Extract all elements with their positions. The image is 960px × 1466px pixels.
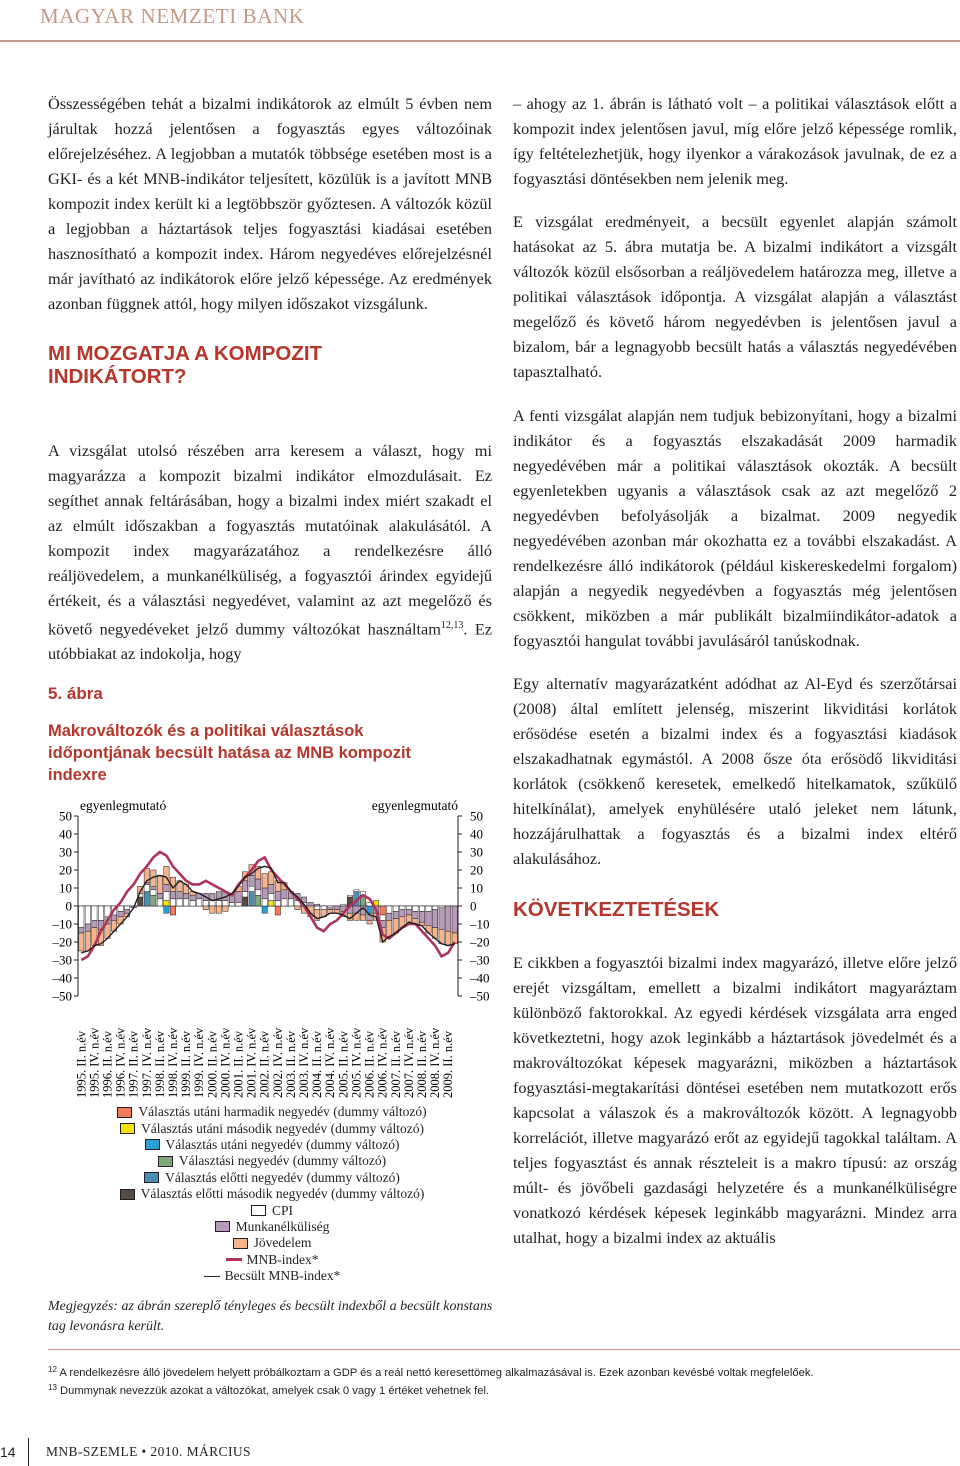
x-tick-label: 2002. IV. n.év bbox=[270, 1027, 285, 1098]
legend-swatch bbox=[120, 1123, 135, 1134]
x-tick-label: 2004. II. n.év bbox=[310, 1031, 325, 1098]
right-tick-label: 20 bbox=[470, 862, 483, 878]
x-tick-label: 2008. II. n.év bbox=[414, 1031, 429, 1098]
bar-segment bbox=[197, 899, 202, 906]
bar-segment bbox=[275, 892, 280, 901]
section-heading-kovetkeztetesek: KÖVETKEZTETÉSEK bbox=[513, 898, 720, 921]
legend-item bbox=[48, 1186, 496, 1202]
x-tick-label: 1997. II. n.év bbox=[126, 1031, 141, 1098]
left-tick-label: –40 bbox=[52, 970, 72, 986]
bar-segment bbox=[242, 881, 247, 892]
left-paragraph-2-text: A vizsgálat utolsó részében arra keresem a választ, hogy mi magyarázza a kompozit bizalmi indikátor elmozdulásait. Ez segíthet annak feltárásában, hogy a bizalmi index miért szakadt el az elmúlt időszakban a fogyasztás mutatóinak alakulásától. A kompozit index magyarázatához a rendelkezésre álló reáljövedelem, a munkanélküliség, a fogyasztói árindex egyidejű értékeit, és a választási negyedévet, valamint az azt megelőző és követő negyedéveket jelző dummy változókat használtam bbox=[48, 441, 492, 639]
legend-label: Munkanélküliség bbox=[235, 1218, 330, 1234]
legend-swatch bbox=[204, 1276, 220, 1277]
footnote-12-number: 12 bbox=[48, 1365, 57, 1374]
bar-segment bbox=[400, 906, 405, 910]
right-paragraph-5: E cikkben a fogyasztói bizalmi index magyarázó, illetve előre jelző erejét vizsgáltam, emellett a bizalmi indikátort magyaráztam különböző faktorokkal. Az egyedi kérdések vizsgálata arra enged következtetni, hogy azok leginkább a háztartások jövedelmét és a makrováltozókat képesek magyarázni, miközben a háztartások fogyasztási-megtakarítási döntései esetében nem mutatkozott erős kapcsolat a válaszok és a makrováltozók között. A legnagyobb korrelációt, illetve magyarázó erőt az egyidejű tagokkal találtam. A teljes fogyasztást és annak részteleit is a makro típusú: az ország múlt- és jövőbeli gazdasági helyzetére és a munkanélküliségre vonatkozó kérdések képesek leginkább magyarázni. Mindez arra utalhat, hogy a bizalmi index az aktuális bbox=[513, 953, 957, 1247]
x-tick-label: 2007. IV. n.év bbox=[401, 1027, 416, 1098]
legend-item bbox=[48, 1170, 496, 1186]
x-tick-label: 2003. IV. n.év bbox=[297, 1027, 312, 1098]
page-number: 14 bbox=[0, 1444, 16, 1460]
bar-segment bbox=[229, 902, 234, 906]
x-tick-label: 2002. II. n.év bbox=[257, 1031, 272, 1098]
x-tick-label: 2007. II. n.év bbox=[388, 1031, 403, 1098]
x-tick-label: 2004. IV. n.év bbox=[323, 1027, 338, 1098]
bar-segment bbox=[92, 906, 97, 920]
legend-label: Választás utáni negyedév (dummy változó) bbox=[165, 1136, 400, 1152]
left-tick-label: 0 bbox=[65, 898, 72, 914]
bar-segment bbox=[85, 924, 90, 931]
figure-title: Makrováltozók és a politikai választások időpontjának becsült hatása az MNB kompozit indexre bbox=[48, 722, 412, 784]
bar-segment bbox=[151, 895, 156, 906]
bar-segment bbox=[124, 910, 129, 914]
bar-segment bbox=[269, 884, 274, 893]
right-tick-label: –50 bbox=[470, 988, 490, 1004]
x-tick-label: 1996. II. n.év bbox=[100, 1031, 115, 1098]
bar-segment bbox=[79, 933, 84, 951]
legend-swatch bbox=[226, 1258, 242, 1261]
bar-segment bbox=[170, 899, 175, 906]
bar-segment bbox=[328, 908, 333, 910]
bar-segment bbox=[360, 915, 365, 920]
footnote-12 bbox=[48, 1363, 953, 1380]
bar-segment bbox=[314, 906, 319, 910]
x-tick-label: 2009. II. n.év bbox=[441, 1031, 456, 1098]
bar-segment bbox=[157, 899, 162, 906]
bar-segment bbox=[164, 892, 169, 901]
left-tick-label: –30 bbox=[52, 952, 72, 968]
bar-segment bbox=[400, 910, 405, 917]
bar-segment bbox=[157, 875, 162, 893]
left-axis-label: egyenlegmutató bbox=[80, 798, 167, 813]
right-tick-label: –40 bbox=[470, 970, 490, 986]
bar-segment bbox=[406, 906, 411, 910]
footnote-12-text: A rendelkezésre álló jövedelem helyett próbálkoztam a GDP és a reál nettó keresettömeg alkalmazásával is. Ezek azonban kevésbé voltak megfelelőek. bbox=[59, 1367, 814, 1379]
x-tick-label: 1998. II. n.év bbox=[152, 1031, 167, 1098]
right-column bbox=[513, 91, 957, 1250]
bar-segment bbox=[111, 915, 116, 920]
bar-segment bbox=[413, 906, 418, 911]
x-tick-label: 1999. IV. n.év bbox=[192, 1027, 207, 1098]
legend-swatch bbox=[120, 1189, 135, 1200]
left-column-top bbox=[48, 91, 492, 388]
bar-segment bbox=[282, 890, 287, 899]
legend-item bbox=[48, 1219, 496, 1235]
bar-segment bbox=[354, 890, 359, 892]
bar-segment bbox=[275, 901, 280, 906]
chart bbox=[40, 790, 490, 1105]
bar-segment bbox=[262, 899, 267, 906]
bar-segment bbox=[164, 906, 169, 913]
figure-number: 5. ábra bbox=[48, 684, 103, 703]
bar-segment bbox=[282, 899, 287, 906]
bar-segment bbox=[380, 915, 385, 920]
bar-segment bbox=[288, 899, 293, 906]
bar-segment bbox=[393, 906, 398, 911]
legend-label: CPI bbox=[271, 1202, 293, 1218]
bar-segment bbox=[321, 906, 326, 910]
bar-segment bbox=[177, 892, 182, 899]
footnote-13-text: Dummynak nevezzük azokat a változókat, amelyek csak 0 vagy 1 értéket vehetnek fel. bbox=[60, 1385, 490, 1397]
right-paragraph-2: E vizsgálat eredményeit, a becsült egyenlet alapján számolt hatásokat az 5. ábra mutatja be. A bizalmi indikátort a vizsgált változók közül elsősorban a reáljövedelem határozza meg, illetve a politikai választások időpontja. A vizsgálat alapján a választást megelőző és követő három negyedévben is jelentősen javul a bizalom, bár a legnagyobb becsült hatás a választás negyedévében tapasztalható. bbox=[513, 212, 957, 381]
x-tick-label: 1998. IV. n.év bbox=[166, 1027, 180, 1098]
bar-segment bbox=[314, 904, 319, 906]
footnote-ref-12-13: 12,13 bbox=[440, 620, 464, 631]
right-tick-label: –10 bbox=[470, 916, 490, 932]
bar-segment bbox=[262, 874, 267, 888]
bar-segment bbox=[445, 931, 450, 945]
right-tick-label: 40 bbox=[470, 826, 483, 842]
bar-segment bbox=[387, 913, 392, 920]
left-tick-label: –20 bbox=[52, 934, 72, 950]
bar-segment bbox=[255, 890, 260, 895]
bar-segment bbox=[439, 908, 444, 930]
bar-segment bbox=[190, 895, 195, 900]
bar-segment bbox=[203, 906, 208, 910]
bar-segment bbox=[151, 886, 156, 890]
bar-segment bbox=[367, 920, 372, 924]
section-heading-mi-mozgatja: MI MOZGATJA A KOMPOZIT INDIKÁTORT? bbox=[48, 342, 323, 388]
bar-segment bbox=[249, 886, 254, 891]
bar-segment bbox=[223, 906, 228, 911]
bar-segment bbox=[249, 892, 254, 906]
legend-swatch bbox=[158, 1156, 173, 1167]
left-tick-label: 30 bbox=[59, 844, 72, 860]
legend-swatch bbox=[233, 1238, 248, 1249]
bar-segment bbox=[242, 892, 247, 897]
bar-segment bbox=[419, 906, 424, 911]
right-tick-label: –20 bbox=[470, 934, 490, 950]
bar-segment bbox=[269, 893, 274, 900]
right-tick-label: –30 bbox=[470, 952, 490, 968]
right-paragraph-4: Egy alternatív magyarázatként adódhat az Al-Eyd és szerzőtársai (2008) által említett jelenség, miszerint likviditási korlátok erősödése esetén a bizalmi index és a fogyasztási kiadások elszakadhatnak egymástól. A 2008 ősze óta erősödő likviditási korlátok (csökkenő keresetek, emelkedő hitelkamatok, szűkülő hitelkínálat), amelyek enyhülésére utaló jeleket nem látunk, hozzájárulhattak a fogyasztás és a bizalmi index eltérő alakulásához. bbox=[513, 674, 957, 868]
left-tick-label: 10 bbox=[59, 880, 72, 896]
bar-segment bbox=[308, 902, 313, 906]
footnote-rule bbox=[48, 1349, 960, 1350]
legend-item bbox=[48, 1137, 496, 1153]
bar-segment bbox=[183, 899, 188, 906]
bar-segment bbox=[118, 911, 123, 916]
legend-label: Becsült MNB-index* bbox=[224, 1268, 341, 1284]
bar-segment bbox=[387, 920, 392, 936]
header-rule bbox=[0, 40, 960, 42]
x-tick-label: 2003. II. n.év bbox=[283, 1031, 298, 1098]
x-tick-label: 1999. II. n.év bbox=[179, 1031, 194, 1098]
bar-segment bbox=[242, 897, 247, 906]
bar-segment bbox=[426, 906, 431, 911]
x-tick-label: 2000. II. n.év bbox=[205, 1031, 220, 1098]
bar-segment bbox=[406, 915, 411, 922]
left-tick-label: –50 bbox=[52, 988, 72, 1004]
masthead: MAGYAR NEMZETI BANK bbox=[40, 4, 305, 28]
bar-segment bbox=[452, 906, 457, 933]
legend-label: Választás előtti negyedév (dummy változó) bbox=[165, 1169, 400, 1185]
bar-segment bbox=[190, 901, 195, 906]
bar-segment bbox=[432, 906, 437, 910]
bar-segment bbox=[328, 906, 333, 908]
x-tick-label: 1997. IV. n.év bbox=[139, 1027, 154, 1098]
footer-rule bbox=[28, 1438, 29, 1466]
bar-segment bbox=[144, 884, 149, 891]
legend-swatch bbox=[251, 1205, 266, 1216]
bar-segment bbox=[124, 906, 129, 910]
x-tick-label: 1995. II. n.év bbox=[74, 1031, 89, 1098]
chart-legend bbox=[48, 1104, 496, 1284]
legend-label: Választás előtti második negyedév (dummy változó) bbox=[140, 1186, 425, 1202]
bar-segment bbox=[164, 901, 169, 906]
right-axis-label: egyenlegmutató bbox=[371, 798, 458, 813]
bar-segment bbox=[426, 911, 431, 925]
bar-segment bbox=[144, 892, 149, 906]
bar-segment bbox=[170, 906, 175, 915]
x-tick-label: 2006. IV. n.év bbox=[375, 1027, 390, 1098]
legend-label: Jövedelem bbox=[253, 1235, 312, 1251]
bar-segment bbox=[236, 902, 241, 906]
bar-segment bbox=[380, 906, 385, 915]
legend-item bbox=[48, 1202, 496, 1218]
bar-segment bbox=[85, 931, 90, 951]
bar-segment bbox=[164, 884, 169, 891]
bar-segment bbox=[177, 899, 182, 906]
bar-segment bbox=[347, 895, 352, 897]
bar-segment bbox=[432, 910, 437, 928]
legend-label: Választási negyedév (dummy változó) bbox=[178, 1153, 387, 1169]
x-tick-label: 2008. IV. n.év bbox=[428, 1027, 443, 1098]
bar-segment bbox=[210, 901, 215, 906]
right-paragraph-1: – ahogy az 1. ábrán is látható volt – a politikai választások előtt a kompozit index jelentősen javul, míg előre jelző képessége romlik, így feltételezhetjük, hogy ilyenkor a várakozások javulnak, de ez a fogyasztási döntésekben nem jelenik meg. bbox=[513, 94, 957, 188]
bar-segment bbox=[295, 906, 300, 910]
bar-segment bbox=[341, 904, 346, 906]
legend-item bbox=[48, 1252, 496, 1268]
legend-item bbox=[48, 1268, 496, 1284]
right-tick-label: 30 bbox=[470, 844, 483, 860]
bar-segment bbox=[210, 906, 215, 913]
x-tick-label: 2005. IV. n.év bbox=[349, 1027, 364, 1098]
bar-segment bbox=[445, 906, 450, 931]
bar-segment bbox=[439, 906, 444, 908]
legend-swatch bbox=[144, 1172, 159, 1183]
right-tick-label: 10 bbox=[470, 880, 483, 896]
bar-segment bbox=[216, 901, 221, 906]
bar-segment bbox=[138, 897, 143, 906]
bar-segment bbox=[255, 895, 260, 906]
left-tick-label: 20 bbox=[59, 862, 72, 878]
left-paragraph-1: Összességében tehát a bizalmi indikátorok az elmúlt 5 évben nem járultak hozzá jelentősen a fogyasztás egyes változóinak előrejelzéséhez. A legjobban a mutatók többsége esetében most is a GKI- és a két MNB-indikátor teljesített, közülük is a javított MNB kompozit index került ki a legtöbbször győztesen. A változók közül a legjobban a háztartások teljes fogyasztási kiadásai esetében hasznosítható a kompozit index. Három negyedéves előrejelzésnél már javítható az indikátorok előre jelző képessége. Az eredmények azonban függnek attól, hogy milyen időszakot vizsgálunk. bbox=[48, 94, 492, 313]
x-tick-label: 2000. IV. n.év bbox=[218, 1027, 233, 1098]
bar-segment bbox=[183, 893, 188, 898]
bar-segment bbox=[216, 906, 221, 913]
bar-segment bbox=[98, 906, 103, 920]
legend-swatch bbox=[145, 1139, 160, 1150]
left-tick-label: –10 bbox=[52, 916, 72, 932]
x-tick-label: 2005. II. n.év bbox=[336, 1031, 351, 1098]
bar-segment bbox=[419, 911, 424, 922]
figure-note: Megjegyzés: az ábrán szereplő tényleges és becsült indexből a becsült konstans tag levonásra került. bbox=[48, 1299, 493, 1334]
legend-label: Választás utáni második negyedév (dummy változó) bbox=[140, 1120, 425, 1136]
bar-segment bbox=[406, 910, 411, 915]
bar-segment bbox=[85, 906, 90, 924]
bar-segment bbox=[413, 911, 418, 918]
bar-segment bbox=[203, 901, 208, 906]
bar-segment bbox=[262, 888, 267, 899]
footnote-13 bbox=[48, 1381, 953, 1398]
bar-segment bbox=[249, 875, 254, 886]
left-tick-label: 50 bbox=[59, 808, 72, 824]
bar-segment bbox=[223, 901, 228, 906]
bar-segment bbox=[118, 906, 123, 911]
x-tick-label: 2001. II. n.év bbox=[231, 1031, 246, 1098]
left-paragraph-2-end: . Ez utóbbiakat az indokolja, hogy bbox=[48, 619, 492, 664]
journal-footer: MNB-SZEMLE • 2010. MÁRCIUS bbox=[46, 1444, 251, 1459]
right-tick-label: 0 bbox=[470, 898, 477, 914]
bar-segment bbox=[255, 879, 260, 890]
bar-segment bbox=[151, 890, 156, 895]
bar-segment bbox=[275, 906, 280, 915]
bar-segment bbox=[79, 928, 84, 933]
bar-segment bbox=[236, 892, 241, 903]
legend-item bbox=[48, 1235, 496, 1251]
legend-item bbox=[48, 1120, 496, 1136]
bar-segment bbox=[157, 893, 162, 898]
footnote-13-number: 13 bbox=[48, 1383, 57, 1392]
legend-swatch bbox=[215, 1221, 230, 1232]
legend-label: MNB-index* bbox=[246, 1251, 319, 1267]
left-paragraph-2 bbox=[48, 438, 492, 666]
left-tick-label: 40 bbox=[59, 826, 72, 842]
x-tick-label: 2001. IV. n.év bbox=[244, 1027, 259, 1098]
x-tick-label: 1995. IV. n.év bbox=[87, 1027, 102, 1098]
x-tick-label: 1996. IV. n.év bbox=[113, 1027, 128, 1098]
bar-segment bbox=[393, 911, 398, 918]
bar-segment bbox=[164, 866, 169, 884]
legend-swatch bbox=[117, 1107, 132, 1118]
x-tick-label: 2006. II. n.év bbox=[362, 1031, 377, 1098]
bar-segment bbox=[79, 906, 84, 928]
right-paragraph-3: A fenti vizsgálat alapján nem tudjuk bebizonyítani, hogy a bizalmi indikátor és a fogyasztás elszakadását 2009 harmadik negyedévében már a politikai választások okozták. A becsült egyenletekben ugyanis a választások csak az azt megelőző 2 negyedévben befolyásolják a bizalmat. 2009 negyedik negyedévében azonban már okozhatta ez a további elszakadást. A rendelkezésre álló indikátorok (például kiskereskedelmi forgalom) alapján a negyedik negyedévben a fogyasztás még jelentősen csökkent, miközben a már publikált bizalmiindikátor-adatok a fogyasztói hangulat további javulásáról tanúskodnak. bbox=[513, 406, 957, 650]
left-column-bottom bbox=[48, 438, 492, 666]
bar-segment bbox=[262, 906, 267, 913]
bar-segment bbox=[92, 920, 97, 927]
right-tick-label: 50 bbox=[470, 808, 483, 824]
legend-item bbox=[48, 1153, 496, 1169]
bar-segment bbox=[387, 906, 392, 913]
bar-segment bbox=[170, 892, 175, 899]
bar-segment bbox=[269, 901, 274, 906]
bar-segment bbox=[334, 906, 339, 910]
legend-item bbox=[48, 1104, 496, 1120]
legend-label: Választás utáni harmadik negyedév (dummy változó) bbox=[138, 1104, 427, 1120]
